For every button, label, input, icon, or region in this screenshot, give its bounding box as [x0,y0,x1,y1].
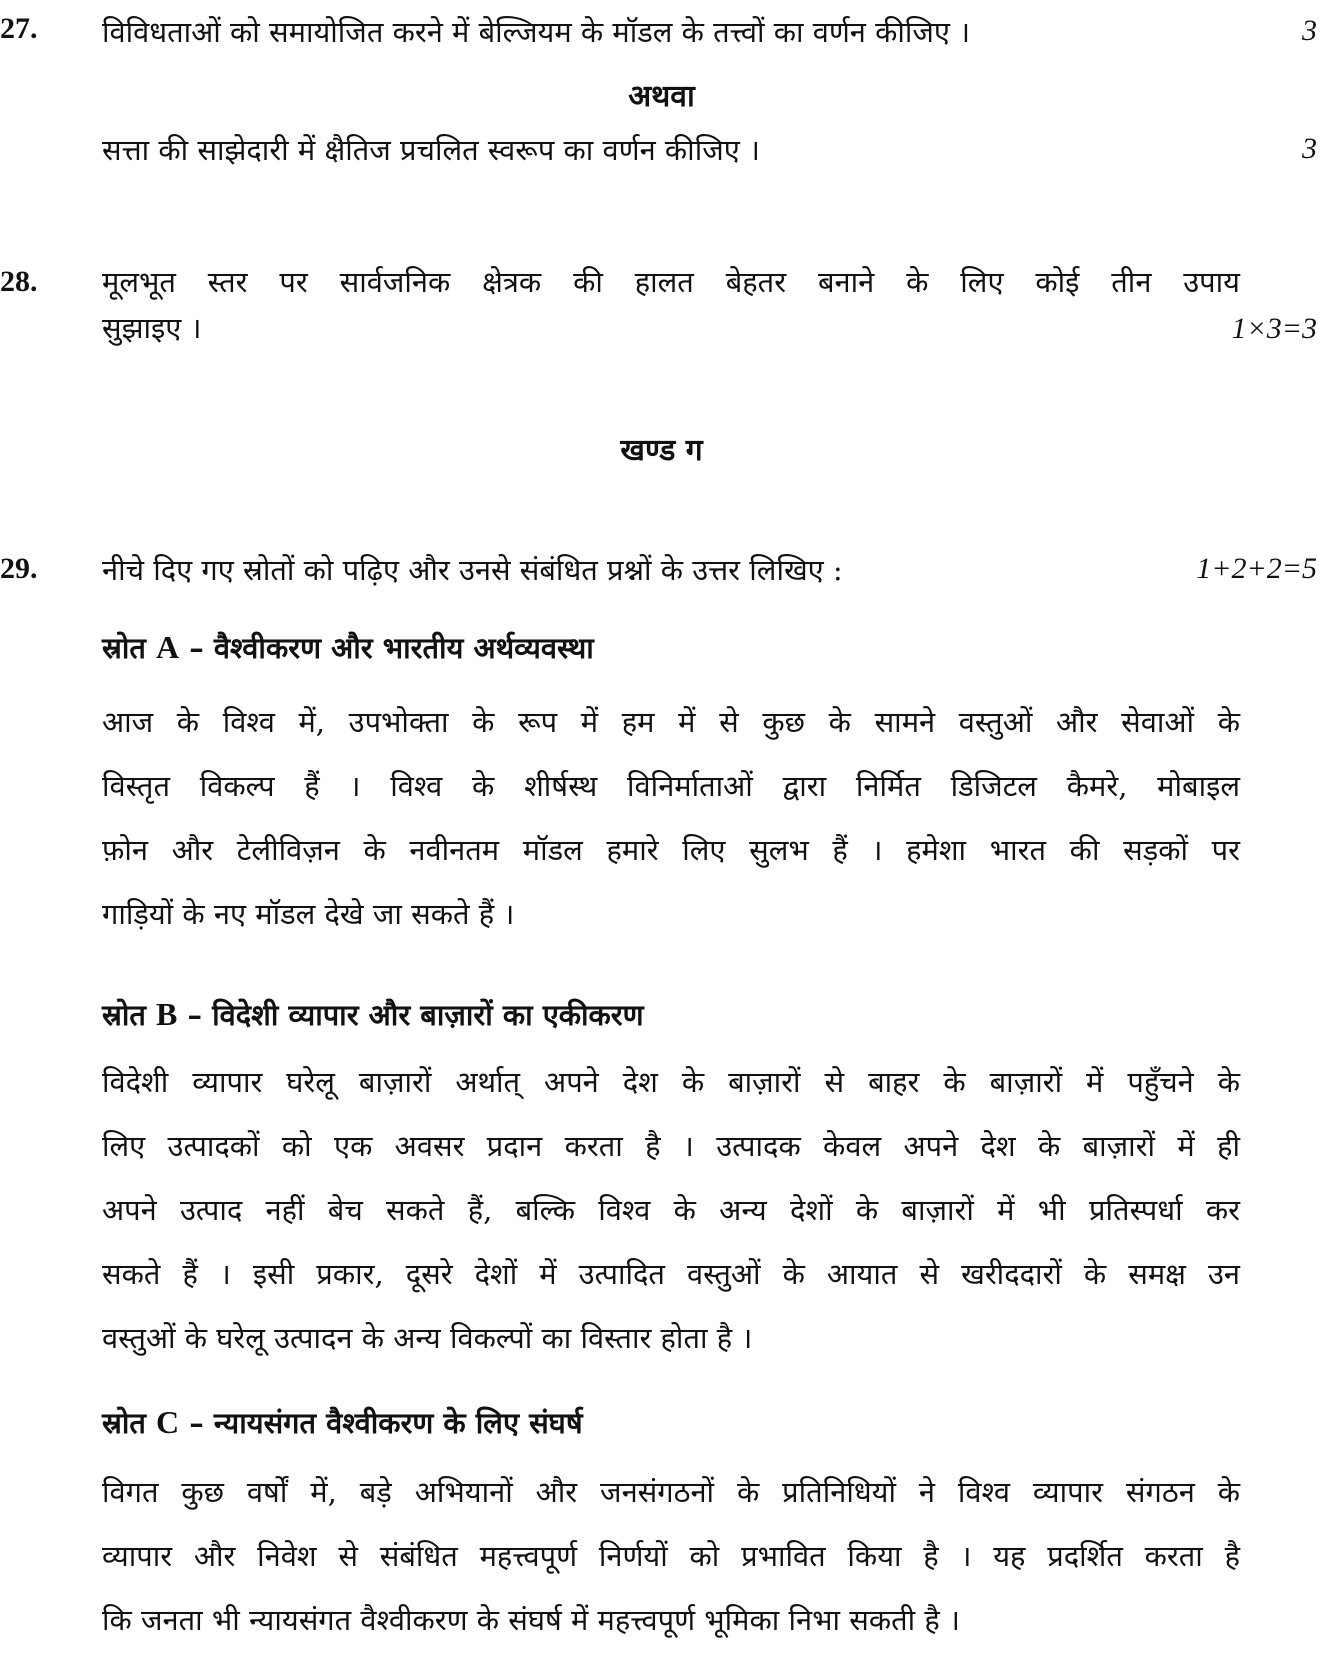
source-b-title: – विदेशी व्यापार और बाज़ारों का एकीकरण [187,998,644,1032]
source-b-line: लिए उत्पादकों को एक अवसर प्रदान करता है । उत्पादक केवल अपने देश के बाज़ारों में ही [102,1129,1240,1163]
source-a-heading [102,628,594,667]
question-number-28: 28. [0,265,38,298]
source-b-paragraph [102,1050,1240,1370]
source-b-prefix: स्रोत [102,998,146,1032]
question-27-alt-marks: 3 [1302,132,1317,165]
source-a-letter: A [156,629,180,665]
question-number-27: 27. [0,12,38,45]
source-b-line: विदेशी व्यापार घरेलू बाज़ारों अर्थात् अपने देश के बाज़ारों से बाहर के बाज़ारों में पहुँचने के [102,1065,1240,1099]
question-28-marks: 1×3=3 [1231,312,1317,345]
question-number-29: 29. [0,552,38,585]
source-b-letter: B [156,996,178,1032]
source-b-line: अपने उत्पाद नहीं बेच सकते हैं, बल्कि विश्व के अन्य देशों के बाज़ारों में भी प्रतिस्पर्धा कर [102,1193,1240,1227]
source-c-line: व्यापार और निवेश से संबंधित महत्त्वपूर्ण निर्णयों को प्रभावित किया है । यह प्रदर्शित करता है [102,1539,1240,1573]
source-c-title: – न्यायसंगत वैश्वीकरण के लिए संघर्ष [189,1406,583,1440]
source-a-line: विस्तृत विकल्प हैं । विश्व के शीर्षस्थ विनिर्माताओं द्वारा निर्मित डिजिटल कैमरे, मोबाइल [102,769,1240,803]
question-28-line-2: सुझाइए । [102,311,202,345]
question-27-alt-text: सत्ता की साझेदारी में क्षैतिज प्रचलित स्वरूप का वर्णन कीजिए । [102,133,760,167]
source-b-line: सकते हैं । इसी प्रकार, दूसरे देशों में उत्पादित वस्तुओं के आयात से खरीददारों के समक्ष उन [102,1257,1240,1291]
source-b-heading [102,995,644,1034]
source-c-letter: C [156,1404,180,1440]
source-c-heading [102,1403,583,1442]
question-29-marks: 1+2+2=5 [1196,552,1317,585]
source-a-line: गाड़ियों के नए मॉडल देखे जा सकते हैं । [102,897,515,931]
source-c-line: विगत कुछ वर्षों में, बड़े अभियानों और जनसंगठनों के प्रतिनिधियों ने विश्व व्यापार संगठन के [102,1475,1240,1509]
question-29-text: नीचे दिए गए स्रोतों को पढ़िए और उनसे संबंधित प्रश्नों के उत्तर लिखिए : [102,553,843,587]
source-a-prefix: स्रोत [102,631,146,665]
question-27-marks: 3 [1302,14,1317,47]
source-a-line: फ़ोन और टेलीविज़न के नवीनतम मॉडल हमारे लिए सुलभ हैं । हमेशा भारत की सड़कों पर [102,833,1240,867]
source-a-line: आज के विश्व में, उपभोक्ता के रूप में हम में से कुछ के सामने वस्तुओं और सेवाओं के [102,705,1240,739]
source-b-line: वस्तुओं के घरेलू उत्पादन के अन्य विकल्पों का विस्तार होता है । [102,1321,753,1355]
question-27-text: विविधताओं को समायोजित करने में बेल्जियम के मॉडल के तत्त्वों का वर्णन कीजिए । [102,15,971,49]
source-c-line: कि जनता भी न्यायसंगत वैश्वीकरण के संघर्ष में महत्त्वपूर्ण भूमिका निभा सकती है । [102,1603,960,1637]
source-c-prefix: स्रोत [102,1406,146,1440]
question-28-line-1: मूलभूत स्तर पर सार्वजनिक क्षेत्रक की हालत बेहतर बनाने के लिए कोई तीन उपाय [102,265,1240,299]
source-a-title: – वैश्वीकरण और भारतीय अर्थव्यवस्था [189,631,594,665]
source-a-paragraph [102,690,1240,946]
section-title: खण्ड ग [620,433,703,468]
source-c-paragraph [102,1460,1240,1652]
or-label: अथवा [628,79,695,114]
